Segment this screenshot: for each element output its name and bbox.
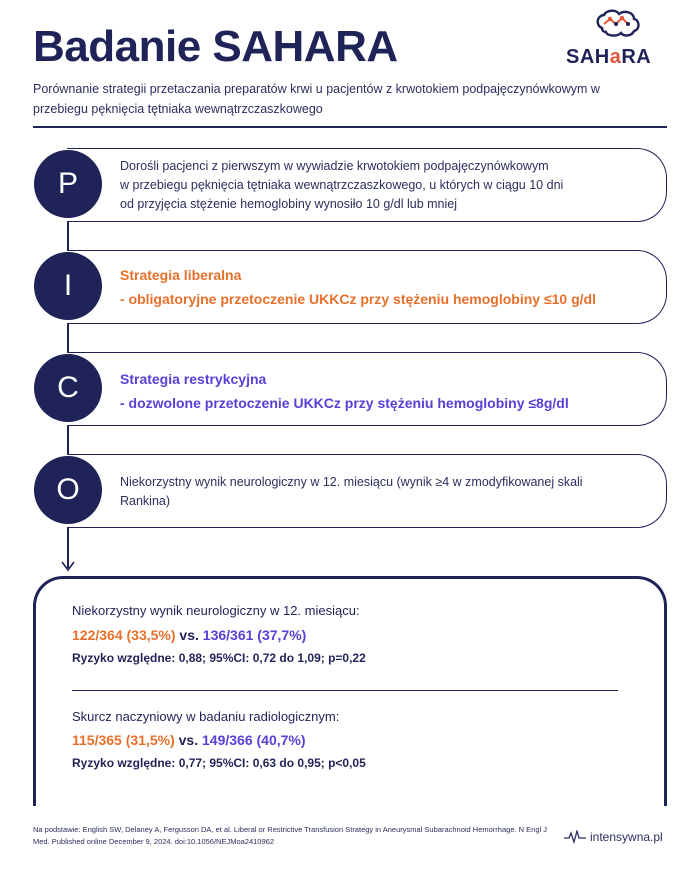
brand-footer: [564, 830, 663, 844]
heartbeat-icon: [564, 830, 586, 844]
result-2-risk: Ryzyko względne: 0,77; 95%CI: 0,63 do 0,95; p<0,05: [72, 756, 366, 770]
population-text: Dorośli pacjenci z pierwszym w wywiadzie krwotokiem podpajęczynówkowym w przebiegu pęknięcia tętniaka wewnątrzczaszkowego, u których w ciągu 10 dni od przyjęcia stężenie hemoglobiny wynosiło 10 g/dl lub mniej: [120, 159, 564, 211]
sahara-logo-text: SAHaRA: [566, 46, 652, 68]
arrow-down-icon: [61, 560, 75, 572]
result-2-label: Skurcz naczyniowy w badaniu radiologicznym:: [72, 709, 340, 724]
source-citation: Na podstawie: English SW, Delaney A, Fergusson DA, et al. Liberal or Restrictive Transfusion Strategy in Aneurysmal Subarachnoid Hemorrhage. N Engl J Med. Published online December 9, 2024. doi:10.1056/NEJMoa2410962: [33, 825, 547, 846]
pico-letter-i: I: [34, 252, 102, 320]
header-divider: [33, 126, 667, 128]
page-title: Badanie SAHARA: [33, 22, 398, 71]
page-subtitle: Porównanie strategii przetaczania preparatów krwi u pacjentów z krwotokiem podpajęczynówkowym w przebiegu pęknięcia tętniaka wewnątrzczaszkowego: [33, 82, 600, 116]
outcome-text: Niekorzystny wynik neurologiczny w 12. miesiącu (wynik ≥4 w zmodyfikowanej skali Rankina): [120, 475, 583, 508]
pico-letter-c: C: [34, 354, 102, 422]
pico-letter-p: P: [34, 150, 102, 218]
result-1-values: 122/364 (33,5%) vs. 136/361 (37,7%): [72, 627, 307, 643]
brand-text: intensywna.pl: [590, 830, 663, 844]
intervention-text: Strategia liberalna - obligatoryjne przetoczenie UKKCz przy stężeniu hemoglobiny ≤10 g/dl: [120, 267, 596, 307]
result-1-risk: Ryzyko względne: 0,88; 95%CI: 0,72 do 1,09; p=0,22: [72, 651, 366, 665]
result-1-label: Niekorzystny wynik neurologiczny w 12. miesiącu:: [72, 603, 360, 618]
results-box: [33, 576, 667, 806]
comparison-text: Strategia restrykcyjna - dozwolone przetoczenie UKKCz przy stężeniu hemoglobiny ≤8g/dl: [120, 371, 569, 411]
result-2-values: 115/365 (31,5%) vs. 149/366 (40,7%): [72, 732, 306, 748]
pico-letter-o: O: [34, 456, 102, 524]
results-divider: [72, 690, 618, 691]
